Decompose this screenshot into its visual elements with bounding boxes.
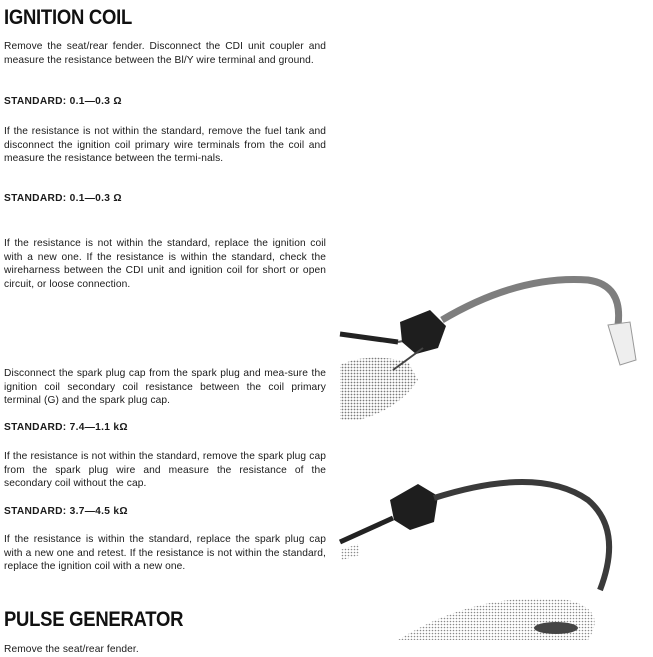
paragraph-remove-cap: If the resistance is not within the standard, remove the spark plug cap from the spark plug wire and measure the resistance of the secondary coil without the cap.: [4, 451, 326, 490]
paragraph-remove-seat-cdi: Remove the seat/rear fender. Disconnect the CDI unit coupler and measure the resistance between the Bl/Y wire terminal and ground.: [4, 41, 326, 66]
ignition-coil-photo-secondary: [338, 470, 643, 650]
spark-plug-wire: [442, 280, 619, 326]
paragraph-secondary-coil: Disconnect the spark plug cap from the spark plug and mea-sure the ignition coil secondary coil resistance between the coil primary terminal (G) and the spark plug cap.: [4, 368, 326, 407]
standard-value-1: STANDARD: 0.1—0.3 Ω: [4, 96, 122, 107]
coil-body-2: [390, 484, 438, 530]
probe-lead-2: [340, 518, 393, 542]
paragraph-replace-cap: If the resistance is within the standard, replace the spark plug cap with a new one and retest. If the resistance is not within the standard, replace the ignition coil with a new one.: [4, 534, 326, 573]
probe-lead: [340, 334, 398, 342]
ignition-coil-photo-primary: [338, 270, 643, 425]
paragraph-remove-seat: Remove the seat/rear fender.: [4, 644, 139, 655]
tester-shape: [398, 598, 595, 640]
standard-value-2: STANDARD: 0.1—0.3 Ω: [4, 193, 122, 204]
standard-value-4: STANDARD: 3.7—4.5 kΩ: [4, 506, 128, 517]
coil-body: [400, 310, 446, 354]
paragraph-replace-coil: If the resistance is not within the standard, replace the ignition coil with a new one. If the resistance is within the standard, check the wireharness between the CDI unit and ignition coil for short or open circuit, or loose connection.: [4, 238, 326, 290]
secondary-wire: [434, 482, 609, 590]
spark-plug-cap: [608, 322, 636, 365]
hand-shape: [340, 358, 418, 420]
paragraph-primary-wire: If the resistance is not within the standard, remove the fuel tank and disconnect the ignition coil primary wire terminals from the coil and measure the resistance between the termi-nals.: [4, 126, 326, 165]
section-title-pulse-generator: PULSE GENERATOR: [4, 608, 184, 631]
standard-value-3: STANDARD: 7.4—1.1 kΩ: [4, 422, 128, 433]
section-title-ignition-coil: IGNITION COIL: [4, 6, 132, 29]
